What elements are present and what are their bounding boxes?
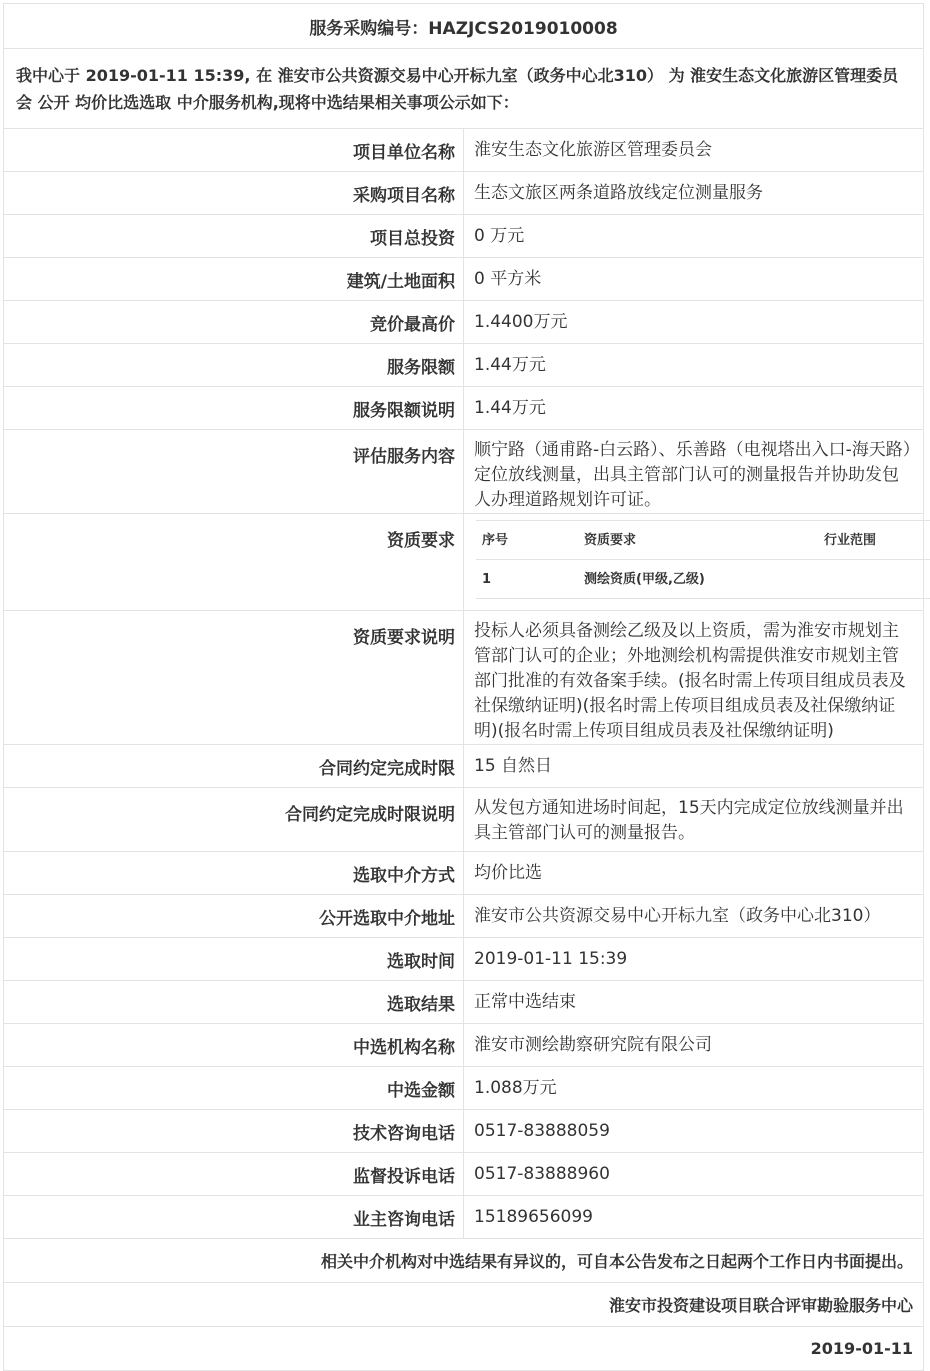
field-value: 1.44万元 <box>464 387 924 430</box>
qual-requirement: 测绘资质(甲级,乙级) <box>578 560 818 599</box>
qualification-label: 资质要求 <box>4 514 464 611</box>
field-label: 公开选取中介地址 <box>4 895 464 938</box>
field-value: 1.44万元 <box>464 344 924 387</box>
field-label: 服务限额说明 <box>4 387 464 430</box>
field-value: 0517-83888960 <box>464 1153 924 1196</box>
field-value: 0517-83888059 <box>464 1110 924 1153</box>
field-label: 合同约定完成时限 <box>4 745 464 788</box>
field-value: 淮安生态文化旅游区管理委员会 <box>464 129 924 172</box>
objection-notice: 相关中介机构对中选结果有异议的，可自本公告发布之日起两个工作日内书面提出。 <box>4 1239 924 1283</box>
field-value: 0 万元 <box>464 215 924 258</box>
field-value: 正常中选结束 <box>464 981 924 1024</box>
field-label: 合同约定完成时限说明 <box>4 788 464 852</box>
field-value: 均价比选 <box>464 852 924 895</box>
field-label: 项目总投资 <box>4 215 464 258</box>
qual-header-requirement: 资质要求 <box>578 521 818 560</box>
procurement-number-title: 服务采购编号：HAZJCS2019010008 <box>4 4 924 49</box>
publish-date: 2019-01-11 <box>4 1327 924 1371</box>
field-value: 15 自然日 <box>464 745 924 788</box>
field-value: 从发包方通知进场时间起，15天内完成定位放线测量并出具主管部门认可的测量报告。 <box>464 788 924 852</box>
field-value: 15189656099 <box>464 1196 924 1239</box>
field-label: 技术咨询电话 <box>4 1110 464 1153</box>
field-label: 建筑/土地面积 <box>4 258 464 301</box>
field-label: 中选金额 <box>4 1067 464 1110</box>
field-label: 资质要求说明 <box>4 611 464 745</box>
qual-header-scope: 行业范围 <box>818 521 930 560</box>
field-value: 1.4400万元 <box>464 301 924 344</box>
field-value: 投标人必须具备测绘乙级及以上资质，需为淮安市规划主管部门认可的企业；外地测绘机构需提供淮安市规划主管部门批准的有效备案手续。(报名时需上传项目组成员表及社保缴纳证明)(报名时需上传项目组成员表及社保缴纳证明)(报名时需上传项目组成员表及社保缴纳证明) <box>464 611 924 745</box>
table-row <box>476 560 930 599</box>
field-value: 顺宁路（通甫路-白云路）、乐善路（电视塔出入口-海天路）定位放线测量，出具主管部门认可的测量报告并协助发包人办理道路规划许可证。 <box>464 430 924 514</box>
qualification-table <box>476 520 930 599</box>
field-label: 监督投诉电话 <box>4 1153 464 1196</box>
field-value: 1.088万元 <box>464 1067 924 1110</box>
field-label: 项目单位名称 <box>4 129 464 172</box>
field-label: 评估服务内容 <box>4 430 464 514</box>
announcement-table <box>3 3 924 1371</box>
qual-index: 1 <box>476 560 578 599</box>
qualification-header-row <box>476 521 930 560</box>
field-value: 淮安市测绘勘察研究院有限公司 <box>464 1024 924 1067</box>
qual-header-index: 序号 <box>476 521 578 560</box>
field-label: 选取时间 <box>4 938 464 981</box>
field-label: 服务限额 <box>4 344 464 387</box>
field-label: 业主咨询电话 <box>4 1196 464 1239</box>
field-label: 选取中介方式 <box>4 852 464 895</box>
intro-text: 我中心于 2019-01-11 15:39, 在 淮安市公共资源交易中心开标九室（政务中心北310） 为 淮安生态文化旅游区管理委员会 公开 均价比选选取 中介服务机构,现将中选结果相关事项公示如下： <box>4 49 924 129</box>
field-value: 2019-01-11 15:39 <box>464 938 924 981</box>
qualification-cell <box>464 514 924 611</box>
field-value: 生态文旅区两条道路放线定位测量服务 <box>464 172 924 215</box>
field-label: 竞价最高价 <box>4 301 464 344</box>
qual-scope <box>818 560 930 599</box>
field-label: 中选机构名称 <box>4 1024 464 1067</box>
field-value: 0 平方米 <box>464 258 924 301</box>
field-value: 淮安市公共资源交易中心开标九室（政务中心北310） <box>464 895 924 938</box>
field-label: 采购项目名称 <box>4 172 464 215</box>
field-label: 选取结果 <box>4 981 464 1024</box>
issuer-name: 淮安市投资建设项目联合评审勘验服务中心 <box>4 1283 924 1327</box>
